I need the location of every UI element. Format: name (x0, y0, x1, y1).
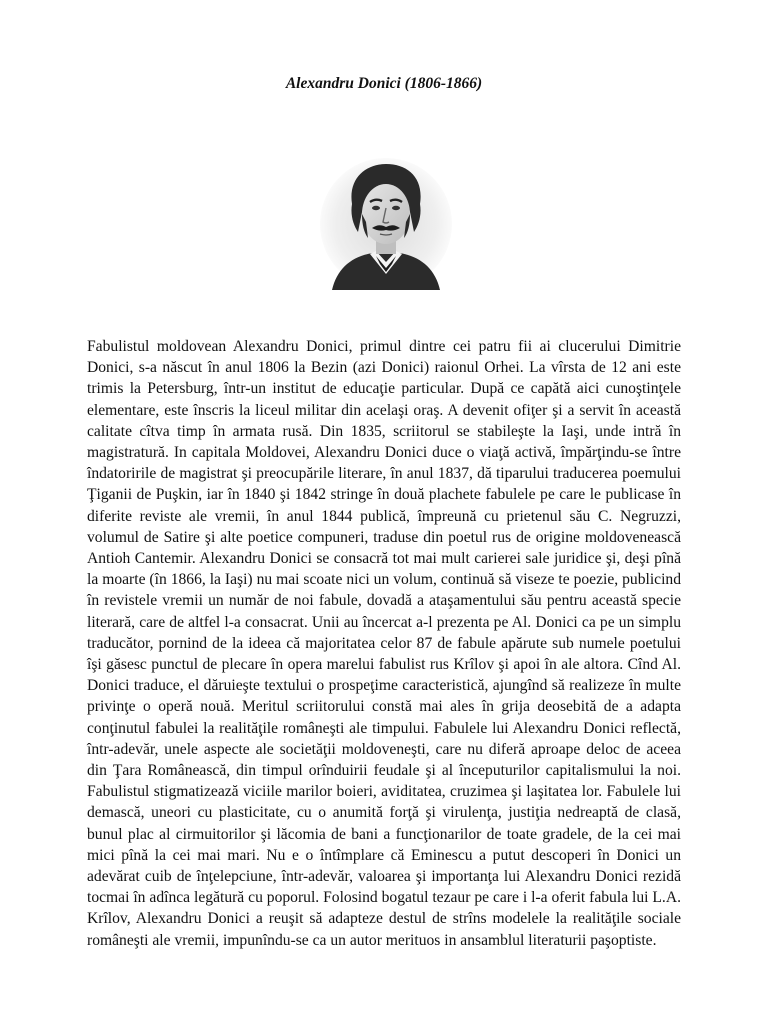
biography-text: Fabulistul moldovean Alexandru Donici, primul dintre cei patru fii ai clucerului Dimitrie Donici, s-a născut în anul 1806 la Bezin (azi Donici) raionul Orhei. La vîrsta de 12 ani este trimis la Petersburg, într-un institut de educaţie particular. După ce capătă aici cunoştinţele elementare, este înscris la liceul militar din acelaşi oraş. A devenit ofiţer şi a servit în această calitate cîtva timp în armata rusă. Din 1835, scriitorul se stabileşte la Iaşi, unde intră în magistratură. In capitala Moldovei, Alexandru Donici duce o viaţă activă, împărţindu-se între îndatoririle de magistrat şi preocupările literare, în anul 1837, dă tiparului traducerea poemului Ţiganii de Puşkin, iar în 1840 şi 1842 stringe în două plachete fabulele pe care le publicase în diferite reviste ale vremii, în anul 1844 publică, împreună cu prietenul său C. Negruzzi, volumul de Satire şi alte poetice compuneri, traduse din poetul rus de origine moldovenească Antioh Cantemir. Alexandru Donici se consacră tot mai mult carierei sale juridice şi, deşi pînă la moarte (în 1866, la Iaşi) nu mai scoate nici un volum, continuă să viseze te poezie, publicind în revistele vremii un număr de noi fabule, dovadă a ataşamentului său pentru această specie literară, care de altfel l-a consacrat. Unii au încercat a-l prezenta pe Al. Donici ca pe un simplu traducător, pornind de la ideea că majoritatea celor 87 de fabule apărute sub numele poetului îşi găsesc punctul de plecare în opera marelui fabulist rus Krîlov şi apoi în ale altora. Cînd Al. Donici traduce, el dăruieşte textului o prospeţime caracteristică, ajungînd să realizeze în multe privinţe o operă nouă. Meritul scriitorului constă mai ales în grija deosebită de a adapta conţinutul fabulei la realităţile româneşti ale timpului. Fabulele lui Alexandru Donici reflectă, într-adevăr, unele aspecte ale societăţii moldoveneşti, care nu diferă aproape deloc de aceea din Ţara Românească, din timpul orînduirii feudale şi al începuturilor capitalismului la noi. Fabulistul stigmatizează viciile marilor boieri, aviditatea, cruzimea şi laşitatea lor. Fabulele lui demască, uneori cu plasticitate, cu o anumită forţă şi virulenţa, justiţia nedreaptă de clasă, bunul plac al cirmuitorilor şi lăcomia de bani a funcţionarilor de toate gradele, de la cei mai mici pînă la cei mai mari. Nu e o întîmplare că Eminescu a putut descoperi în Donici un adevărat cuib de înţelepciune, într-adevăr, valoarea şi importanţa lui Alexandru Donici rezidă tocmai în adînca legătură cu poporul. Folosind bogatul tezaur pe care i l-a oferit fabula lui L.A. Krîlov, Alexandru Donici a reuşit să adapteze destul de strîns modelele la realităţile sociale româneşti ale vremii, impunîndu-se ca un autor merituos in ansamblul literaturii paşoptiste. (87, 338, 681, 949)
portrait-engraving-icon (318, 152, 454, 290)
page-title: Alexandru Donici (1806-1866) (285, 75, 483, 92)
